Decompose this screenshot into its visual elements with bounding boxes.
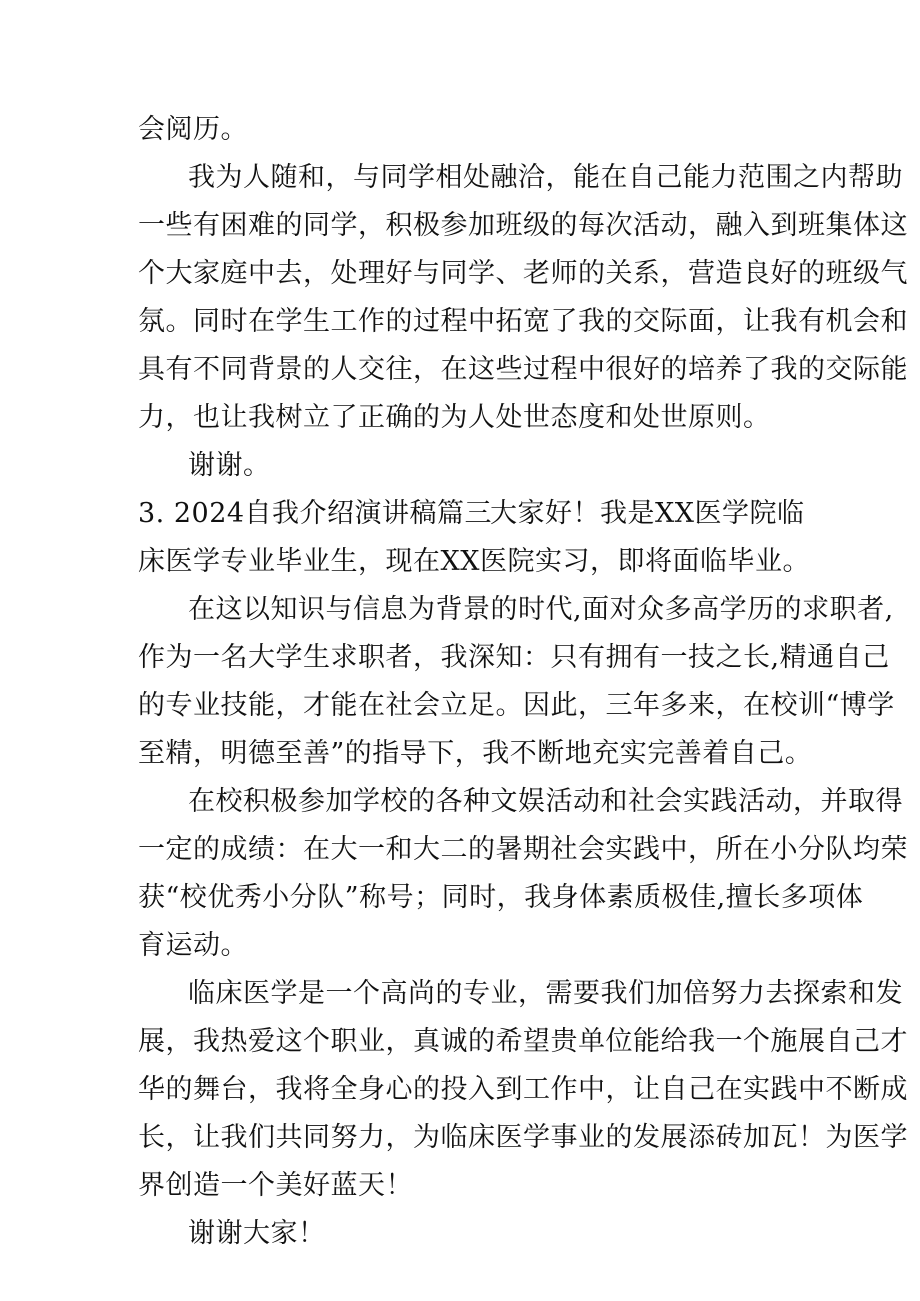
paragraph-line: 长，让我们共同努力，为临床医学事业的发展添砖加瓦！为医学 <box>138 1122 908 1153</box>
paragraph-line: 会阅历。 <box>138 114 248 145</box>
paragraph-line: 氛。同时在学生工作的过程中拓宽了我的交际面，让我有机会和 <box>138 306 908 337</box>
paragraph-line: 谢谢。 <box>188 450 271 481</box>
paragraph-line: 的专业技能，才能在社会立足。因此，三年多来，在校训“博学 <box>138 690 895 721</box>
paragraph-line: 个大家庭中去，处理好与同学、老师的关系，营造良好的班级气 <box>138 258 908 289</box>
paragraph-line: 展，我热爱这个职业，真诚的希望贵单位能给我一个施展自己才 <box>138 1026 908 1057</box>
paragraph-line: 具有不同背景的人交往，在这些过程中很好的培养了我的交际能 <box>138 354 908 385</box>
paragraph-line: 一定的成绩：在大一和大二的暑期社会实践中，所在小分队均荣 <box>138 834 908 865</box>
paragraph-line: 力，也让我树立了正确的为人处世态度和处世原则。 <box>138 402 771 433</box>
paragraph-line: 在校积极参加学校的各种文娱活动和社会实践活动，并取得 <box>188 786 903 817</box>
paragraph-line: 获“校优秀小分队”称号；同时，我身体素质极佳,擅长多项体 <box>138 882 864 913</box>
heading-tail-text: 大家好！我是XX医学院临 <box>490 498 805 529</box>
paragraph-line: 谢谢大家！ <box>188 1218 326 1249</box>
paragraph-line: 作为一名大学生求职者，我深知：只有拥有一技之长,精通自己 <box>138 642 890 673</box>
paragraph-line: 一些有困难的同学，积极参加班级的每次活动，融入到班集体这 <box>138 210 908 241</box>
paragraph-line: 在这以知识与信息为背景的时代,面对众多高学历的求职者, <box>188 594 894 625</box>
paragraph-line: 临床医学是一个高尚的专业，需要我们加倍努力去探索和发 <box>188 978 903 1009</box>
paragraph-line: 至精，明德至善”的指导下，我不断地充实完善着自己。 <box>138 738 813 769</box>
paragraph-line: 我为人随和，与同学相处融洽，能在自己能力范围之内帮助 <box>188 162 903 193</box>
paragraph-line: 育运动。 <box>138 930 248 961</box>
paragraph-line: 界创造一个美好蓝天！ <box>138 1170 413 1201</box>
paragraph-line: 床医学专业毕业生，现在XX医院实习，即将面临毕业。 <box>138 546 810 577</box>
paragraph-line: 华的舞台，我将全身心的投入到工作中，让自己在实践中不断成 <box>138 1074 908 1105</box>
section-heading: 3. 2024自我介绍演讲稿篇三 <box>138 498 493 529</box>
